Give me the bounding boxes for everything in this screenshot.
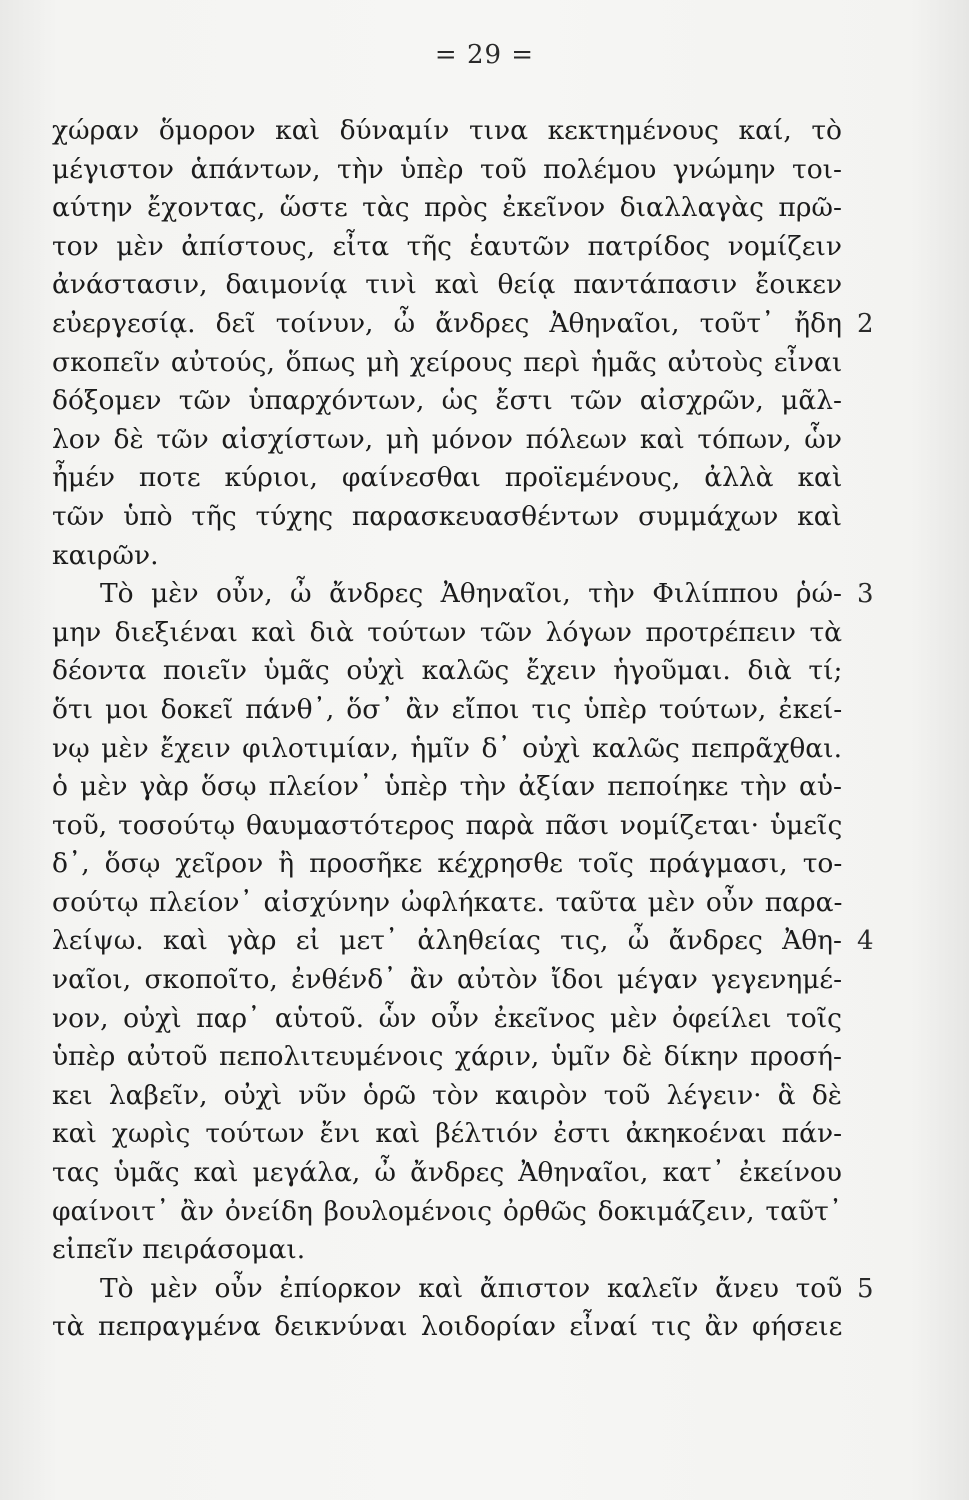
text-line xyxy=(52,884,842,923)
text-line xyxy=(52,807,842,846)
line-text: τον μὲν ἀπίστους, εἶτα τῆς ἑαυτῶν πατρίδος νομίζειν xyxy=(52,230,842,262)
body-text xyxy=(52,112,874,1347)
text-line xyxy=(52,112,842,151)
line-text: Τὸ μὲν οὖν ἐπίορκον καὶ ἄπιστον καλεῖν ἄνευ τοῦ xyxy=(100,1272,843,1304)
text-line xyxy=(52,1193,842,1232)
text-line xyxy=(52,1308,842,1347)
section-number: 3 xyxy=(857,579,874,610)
line-text: ἦμέν ποτε κύριοι, φαίνεσθαι προϊεμένους, ἀλλὰ καὶ xyxy=(52,462,843,494)
line-text: τὰ πεπραγμένα δεικνύναι λοιδορίαν εἶναί τις ἂν φήσειε xyxy=(52,1311,843,1343)
line-text: νῳ μὲν ἔχειν φιλοτιμίαν, ἡμῖν δ᾽ οὐχὶ καλῶς πεπρᾶχθαι. xyxy=(52,732,842,764)
line-text: σούτῳ πλείον᾽ αἰσχύνην ὠφλήκατε. ταῦτα μὲν οὖν παρα- xyxy=(52,886,843,918)
line-text: ἀνάστασιν, δαιμονίᾳ τινὶ καὶ θείᾳ παντάπασιν ἔοικεν xyxy=(52,269,843,301)
text-line xyxy=(52,228,842,267)
text-line xyxy=(52,189,842,228)
text-line xyxy=(52,421,842,460)
text-line xyxy=(52,614,842,653)
text-line xyxy=(52,459,842,498)
line-text: ὅτι μοι δοκεῖ πάνθ᾽, ὅσ᾽ ἂν εἴποι τις ὑπὲρ τούτων, ἐκεί- xyxy=(52,693,843,725)
line-text: τας ὑμᾶς καὶ μεγάλα, ὦ ἄνδρες Ἀθηναῖοι, κατ᾽ ἐκείνου xyxy=(52,1157,842,1189)
line-text: ὑπὲρ αὐτοῦ πεπολιτευμένοις χάριν, ὑμῖν δὲ δίκην προσή- xyxy=(52,1041,842,1073)
line-text: κει λαβεῖν, οὐχὶ νῦν ὁρῶ τὸν καιρὸν τοῦ λέγειν· ἃ δὲ xyxy=(52,1079,842,1111)
line-text: σκοπεῖν αὐτούς, ὅπως μὴ χείρους περὶ ἡμᾶς αὐτοὺς εἶναι xyxy=(52,346,843,378)
line-text: Τὸ μὲν οὖν, ὦ ἄνδρες Ἀθηναῖοι, τὴν Φιλίππου ῥώ- xyxy=(100,578,843,610)
section-number: 2 xyxy=(857,308,874,339)
line-text: αύτην ἔχοντας, ὥστε τὰς πρὸς ἐκεῖνον διαλλαγὰς πρῶ- xyxy=(52,192,842,224)
line-text: εὐεργεσίᾳ. δεῖ τοίνυν, ὦ ἄνδρες Ἀθηναῖοι, τοῦτ᾽ ἤδη xyxy=(52,307,842,339)
text-line xyxy=(52,305,874,344)
line-text: χώραν ὅμορον καὶ δύναμίν τινα κεκτημένους καί, τὸ xyxy=(52,115,842,146)
text-line xyxy=(52,1000,842,1039)
line-text: δέοντα ποιεῖν ὑμᾶς οὐχὶ καλῶς ἔχειν ἡγοῦμαι. διὰ τί; xyxy=(52,655,843,687)
text-line xyxy=(52,652,842,691)
text-line xyxy=(52,922,874,961)
section-number: 4 xyxy=(857,926,874,957)
text-line xyxy=(52,961,842,1000)
line-text: μέγιστον ἁπάντων, τὴν ὑπὲρ τοῦ πολέμου γνώμην τοι- xyxy=(52,153,842,185)
text-line xyxy=(52,575,874,614)
line-text: ναῖοι, σκοποῖτο, ἐνθένδ᾽ ἂν αὐτὸν ἴδοι μέγαν γεγενημέ- xyxy=(52,964,843,996)
text-line xyxy=(52,151,842,190)
line-text: λον δὲ τῶν αἰσχίστων, μὴ μόνον πόλεων καὶ τόπων, ὧν xyxy=(52,423,842,455)
line-text: καὶ χωρὶς τούτων ἔνι καὶ βέλτιόν ἐστι ἀκηκοέναι πάν- xyxy=(52,1118,843,1150)
line-text: εἰπεῖν πειράσομαι. xyxy=(52,1234,306,1266)
text-line xyxy=(52,768,842,807)
text-line xyxy=(52,1077,842,1116)
text-line xyxy=(52,691,842,730)
line-text: ὁ μὲν γὰρ ὅσῳ πλείον᾽ ὑπὲρ τὴν ἀξίαν πεποίηκε τὴν αὑ- xyxy=(52,771,842,803)
page-number: = 29 = xyxy=(434,40,535,70)
line-text: δ᾽, ὅσῳ χεῖρον ἢ προσῆκε κέχρησθε τοῖς πράγμασι, το- xyxy=(52,848,843,880)
text-line xyxy=(52,1154,842,1193)
text-line xyxy=(52,266,842,305)
line-text: δόξομεν τῶν ὑπαρχόντων, ὡς ἔστι τῶν αἰσχρῶν, μᾶλ- xyxy=(52,385,842,417)
section-number: 5 xyxy=(857,1273,874,1304)
text-line xyxy=(52,845,842,884)
text-line xyxy=(52,498,842,537)
text-line xyxy=(52,1038,842,1077)
text-line xyxy=(52,1270,874,1309)
line-text: τοῦ, τοσούτῳ θαυμαστότερος παρὰ πᾶσι νομίζεται· ὑμεῖς xyxy=(52,809,843,841)
line-text: λείψω. καὶ γὰρ εἰ μετ᾽ ἀληθείας τις, ὦ ἄνδρες Ἀθη- xyxy=(52,925,843,957)
text-line xyxy=(52,344,842,383)
text-line xyxy=(52,1115,842,1154)
line-text: καιρῶν. xyxy=(52,539,159,571)
line-text: τῶν ὑπὸ τῆς τύχης παρασκευασθέντων συμμάχων καὶ xyxy=(52,500,842,532)
line-text: μην διεξιέναι καὶ διὰ τούτων τῶν λόγων προτρέπειν τὰ xyxy=(52,616,842,648)
line-text: νον, οὐχὶ παρ᾽ αὑτοῦ. ὧν οὖν ἐκεῖνος μὲν ὀφείλει τοῖς xyxy=(52,1002,842,1034)
text-line xyxy=(52,537,842,576)
text-line xyxy=(52,1231,842,1270)
text-line xyxy=(52,382,842,421)
line-text: φαίνοιτ᾽ ἂν ὀνείδη βουλομένοις ὀρθῶς δοκιμάζειν, ταῦτ᾽ xyxy=(52,1195,842,1227)
text-line xyxy=(52,730,842,769)
